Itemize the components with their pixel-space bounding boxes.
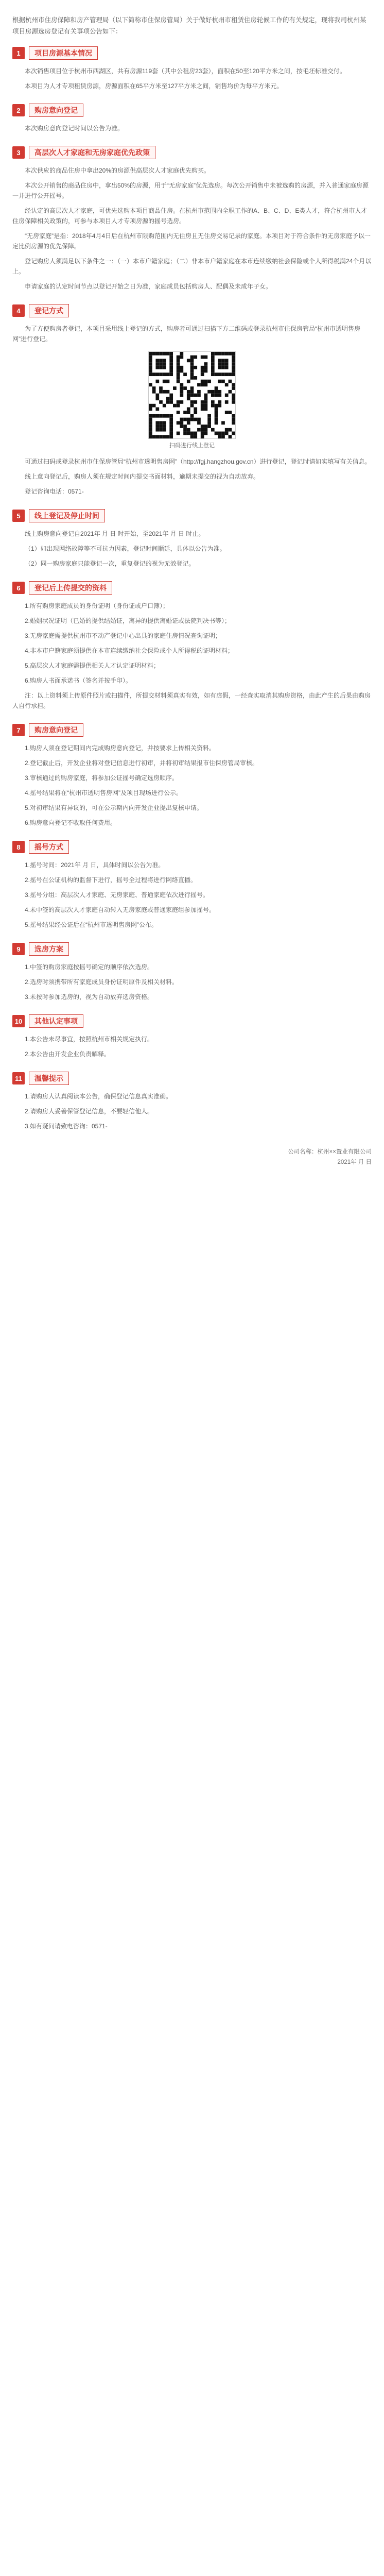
section-number: 9	[12, 943, 25, 955]
section-4	[12, 304, 372, 497]
section-paragraph: 2.登记截止后，开发企业将对登记信息进行初审，并将初审结果报市住保房管局审核。	[25, 759, 259, 767]
section-title: 其他认定事项	[29, 1014, 83, 1028]
section-paragraph: 1.摇号时间：2021年 月 日，具体时间以公告为准。	[25, 861, 165, 869]
section-title: 项目房源基本情况	[29, 46, 98, 60]
section-title: 登记后上传提交的资料	[29, 581, 112, 595]
section-paragraph: 6.购房人书面承诺书（签名并按手印）。	[25, 677, 132, 684]
section-header	[12, 104, 372, 117]
section-number: 6	[12, 582, 25, 594]
qr-caption: 扫码进行线上登记	[169, 443, 215, 449]
section-paragraph: 4.摇号结果将在“杭州市透明售房网”及项目现场进行公示。	[25, 789, 183, 796]
section-paragraph: 1.购房人须在登记期间内完成购房意向登记，并按要求上传相关资料。	[25, 744, 216, 752]
section-number: 2	[12, 104, 25, 116]
section-paragraph: 为了方便购房者登记，本项目采用线上登记的方式，购房者可通过扫描下方二维码或登录杭州市住保房管局“杭州市透明售房网”进行登记。	[12, 325, 361, 343]
section-paragraph: 1.中签的购房家庭按摇号确定的顺序依次选房。	[25, 963, 154, 971]
section-number: 5	[12, 510, 25, 522]
qr-code-block	[148, 351, 236, 449]
section-paragraph: 本次供应的商品住房中拿出20%的房源供高层次人才家庭优先购买。	[25, 167, 211, 174]
section-paragraph: 3.审核通过的购房家庭，将参加公证摇号确定选房顺序。	[25, 774, 179, 782]
section-title: 高层次人才家庭和无房家庭优先政策	[29, 146, 155, 159]
section-title: 登记方式	[29, 304, 69, 317]
section-11	[12, 1072, 372, 1131]
section-header	[12, 942, 372, 956]
section-paragraph: 申请家庭的认定时间节点以登记开始之日为准，家庭成员包括购房人、配偶及未成年子女。	[25, 283, 272, 290]
section-paragraph: 登记咨询电话：0571-	[25, 488, 84, 495]
section-paragraph: （1）如出现网络故障等不可抗力因素，登记时间顺延，具体以公告为准。	[25, 545, 226, 552]
section-paragraph: 登记购房人须满足以下条件之一：（一）本市户籍家庭；（二）非本市户籍家庭在本市连续缴纳社会保险或个人所得税满24个月以上。	[12, 258, 372, 275]
section-paragraph: 1.所有购房家庭成员的身份证明（身份证或户口簿）；	[25, 602, 169, 609]
section-paragraph: 本次销售项目位于杭州市西湖区，共有房源119套（其中公租房23套），面积在50至120平方米之间，按毛坯标准交付。	[25, 67, 346, 75]
section-6	[12, 581, 372, 711]
section-title: 选房方案	[29, 942, 69, 956]
section-paragraph: 3.摇号分组：高层次人才家庭、无房家庭、普通家庭依次进行摇号。	[25, 891, 210, 899]
section-title: 线上登记及停止时间	[29, 509, 105, 522]
section-paragraph: 4.非本市户籍家庭须提供在本市连续缴纳社会保险或个人所得税的证明材料；	[25, 647, 234, 654]
section-paragraph: 3.未按时参加选房的，视为自动放弃选房资格。	[25, 993, 154, 1001]
section-paragraph: 注：以上资料须上传原件照片或扫描件，所提交材料须真实有效，如有虚假，一经查实取消其购房资格，由此产生的后果由购房人自行承担。	[12, 692, 371, 709]
section-header	[12, 304, 372, 317]
section-number: 11	[12, 1072, 25, 1084]
section-2	[12, 104, 372, 133]
section-paragraph: 6.购房意向登记不收取任何费用。	[25, 819, 117, 826]
section-paragraph: 本项目为人才专项租赁房源，房源面积在65平方米至127平方米之间，销售均价为每平方米元。	[25, 82, 283, 90]
section-10	[12, 1014, 372, 1059]
section-9	[12, 942, 372, 1002]
section-number: 10	[12, 1015, 25, 1027]
qr-code-icon	[148, 351, 236, 439]
section-paragraph: 1.请购房人认真阅读本公告，确保登记信息真实准确。	[25, 1093, 172, 1100]
section-header	[12, 581, 372, 595]
section-3	[12, 146, 372, 292]
section-paragraph: 5.高层次人才家庭需提供相关人才认定证明材料；	[25, 662, 160, 669]
section-paragraph: 可通过扫码或登录杭州市住保房管局“杭州市透明售房网”（http://fgj.hangzhou.gov.cn）进行登记，登记时请如实填写有关信息。	[25, 458, 371, 465]
section-number: 3	[12, 146, 25, 159]
section-paragraph: 2.请购房人妥善保管登记信息，不要轻信他人。	[25, 1108, 154, 1115]
section-title: 温馨提示	[29, 1072, 69, 1085]
section-paragraph: 4.未中签的高层次人才家庭自动转入无房家庭或普通家庭组参加摇号。	[25, 906, 216, 913]
footer-company: 公司名称：杭州××置业有限公司	[288, 1149, 372, 1155]
section-paragraph: 2.本公告由开发企业负责解释。	[25, 1050, 111, 1058]
section-paragraph: 2.选房时须携带所有家庭成员身份证明原件及相关材料。	[25, 978, 179, 986]
section-header	[12, 723, 372, 737]
section-title: 购房意向登记	[29, 723, 83, 737]
section-paragraph: （2）同一购房家庭只能登记一次，重复登记的视为无效登记。	[25, 560, 195, 567]
sections	[12, 46, 372, 1131]
section-number: 1	[12, 47, 25, 59]
section-title: 摇号方式	[29, 840, 69, 854]
section-paragraph: 本次公开销售的商品住房中，拿出50%的房源，用于“无房家庭”优先选房。每次公开销售中未被选购的房源，并入普通家庭房源一并进行公开摇号。	[12, 182, 369, 199]
section-5	[12, 509, 372, 569]
section-paragraph: 本次购房意向登记时间以公告为准。	[25, 125, 124, 132]
footer	[12, 1147, 372, 1167]
section-paragraph: 线上意向登记后，购房人须在规定时间内提交书面材料，逾期未提交的视为自动放弃。	[25, 473, 260, 480]
intro-paragraph: 根据杭州市住房保障和房产管理局（以下简称市住保房管局）关于做好杭州市租赁住房轮候工作的有关规定，现将我司杭州某项目房源选房登记有关事项公告如下：	[12, 16, 366, 35]
footer-date: 2021年 月 日	[337, 1159, 372, 1165]
section-paragraph: 2.摇号在公证机构的监督下进行，摇号全过程将进行网络直播。	[25, 876, 197, 884]
section-header	[12, 1014, 372, 1028]
content	[0, 0, 384, 1180]
section-8	[12, 840, 372, 930]
section-header	[12, 840, 372, 854]
section-7	[12, 723, 372, 828]
section-paragraph: 5.摇号结果经公证后在“杭州市透明售房网”公布。	[25, 921, 158, 928]
section-paragraph: 2.婚姻状况证明（已婚的提供结婚证，离异的提供离婚证或法院判决书等）；	[25, 617, 231, 624]
section-1	[12, 46, 372, 91]
section-paragraph: 5.对初审结果有异议的，可在公示期内向开发企业提出复核申请。	[25, 804, 203, 811]
section-number: 7	[12, 724, 25, 736]
section-number: 4	[12, 304, 25, 317]
section-paragraph: 经认定的高层次人才家庭，可优先选购本项目商品住房。在杭州市范围内全职工作的A、B、C、D、E类人才，符合杭州市人才住房保障相关政策的，可参与本项目人才专项房源的摇号选房。	[12, 207, 368, 225]
section-title: 购房意向登记	[29, 104, 83, 117]
section-paragraph: 线上购房意向登记自2021年 月 日 时开始，至2021年 月 日 时止。	[25, 530, 205, 537]
section-paragraph: 3.无房家庭需提供杭州市不动产登记中心出具的家庭住房情况查询证明；	[25, 632, 222, 639]
section-paragraph: “无房家庭”是指：2018年4月4日后在杭州市限购范围内无住房且无住房交易记录的家庭。本项目对于符合条件的无房家庭予以一定比例房源的优先保障。	[12, 232, 371, 250]
section-paragraph: 1.本公告未尽事宜，按照杭州市相关规定执行。	[25, 1036, 154, 1043]
section-header	[12, 1072, 372, 1085]
section-header	[12, 46, 372, 60]
section-paragraph: 3.如有疑问请致电咨询：0571-	[25, 1123, 108, 1130]
section-header	[12, 146, 372, 159]
section-number: 8	[12, 841, 25, 853]
section-header	[12, 509, 372, 522]
